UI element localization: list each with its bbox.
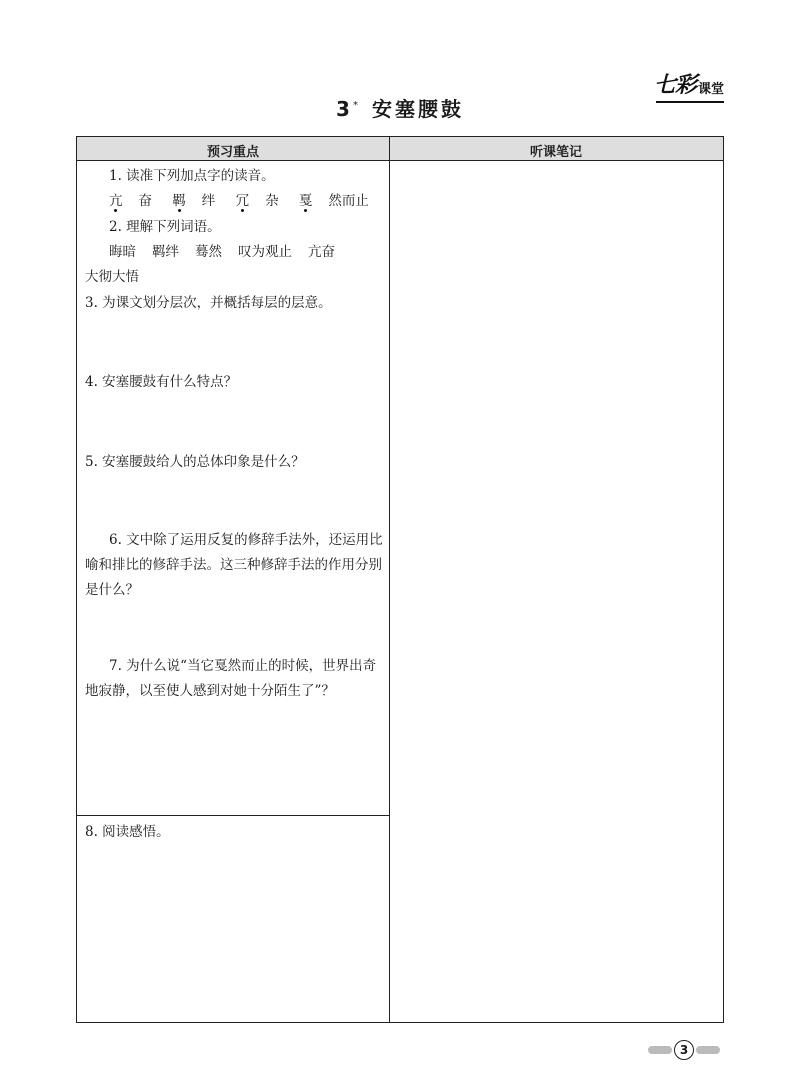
page-number-badge [648,1040,720,1060]
question-7 [85,654,383,704]
question-2-extra: 大彻大悟 [85,269,139,285]
question-1-text: 1. 读准下列加点字的读音。 [109,168,275,184]
question-7-text: 7. 为什么说“当它戛然而止的时候，世界出奇地寂静，以至使人感到对她十分陌生了”？ [85,658,377,699]
dotted-char: 亢 [109,193,123,209]
word-item: 冗 杂 [235,193,279,209]
study-sheet-table [76,136,724,1023]
word-item: 蓦然 [195,244,222,260]
question-1-words [85,189,383,214]
lesson-mark: * [352,100,358,112]
question-4: 4. 安塞腰鼓有什么特点？ [85,374,238,390]
lesson-title [0,93,800,122]
word-item: 羁 绊 [172,193,216,209]
question-2 [85,215,383,290]
table-header [77,137,723,161]
question-2-text: 2. 理解下列词语。 [109,219,221,235]
page-number: 3 [674,1040,694,1060]
word-item: 晦暗 [109,244,136,260]
brand-main-text: 七彩 [653,73,696,98]
word-item: 羁绊 [152,244,179,260]
dotted-char: 戛 [298,193,313,209]
dotted-char: 羁 [172,193,186,209]
word-item: 亢 奋 [109,193,152,209]
lesson-name: 安塞腰鼓 [371,97,464,121]
question-6-text: 6. 文中除了运用反复的修辞手法外，还运用比喻和排比的修辞手法。这三种修辞手法的作用分别是什么？ [85,532,383,598]
page-decor-left [648,1046,672,1054]
lesson-number: 3 [336,97,353,121]
question-1 [85,164,383,214]
question-5: 5. 安塞腰鼓给人的总体印象是什么？ [85,454,305,470]
lecture-notes-header: 听课笔记 [529,145,582,160]
preview-points-header: 预习重点 [206,145,259,160]
question-3: 3. 为课文划分层次，并概括每层的层意。 [85,295,332,311]
section-divider [77,815,389,816]
brand-sub-text: 课堂 [697,82,724,97]
dotted-char: 冗 [235,193,250,209]
word-item: 戛 然而止 [298,193,369,209]
word-item: 叹为观止 [238,244,292,260]
question-8: 8. 阅读感悟。 [85,824,170,840]
page-decor-right [696,1046,720,1054]
lecture-notes-area[interactable] [390,161,723,1022]
question-2-words [85,240,383,265]
word-item: 亢奋 [308,244,335,260]
question-6 [85,528,383,603]
